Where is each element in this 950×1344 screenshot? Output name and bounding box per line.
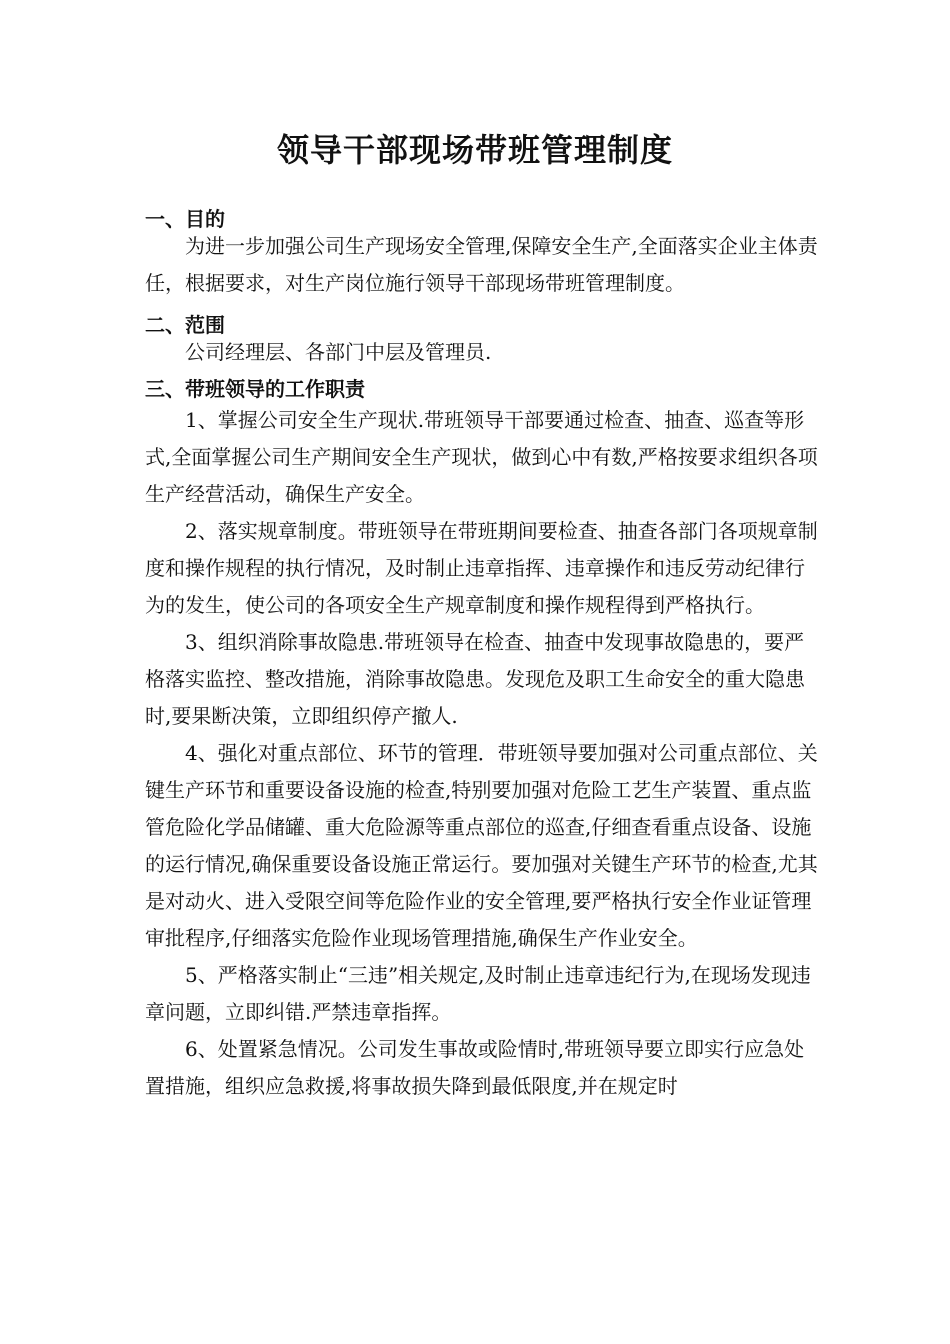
section-paragraph: 6、处置紧急情况。公司发生事故或险情时,带班领导要立即实行应急处置措施，组织应急救援,将事故损失降到最低限度,并在规定时 [145, 1037, 805, 1098]
section-paragraph: 2、落实规章制度。带班领导在带班期间要检查、抽查各部门各项规章制度和操作规程的执行情况，及时制止违章指挥、违章操作和违反劳动纪律行为的发生，使公司的各项安全生产规章制度和操作规程得到严格执行。 [145, 519, 818, 617]
section-paragraph: 3、组织消除事故隐患.带班领导在检查、抽查中发现事故隐患的，要严格落实监控、整改措施，消除事故隐患。发现危及职工生命安全的重大隐患时,要果断决策，立即组织停产撤人. [145, 630, 805, 728]
section-paragraph: 5、严格落实制止“三违”相关规定,及时制止违章违纪行为,在现场发现违章问题，立即纠错.严禁违章指挥。 [145, 963, 811, 1024]
document-body [145, 206, 820, 1105]
section-paragraph: 为进一步加强公司生产现场安全管理,保障安全生产,全面落实企业主体责任，根据要求，对生产岗位施行领导干部现场带班管理制度。 [145, 234, 818, 295]
section-scope [145, 312, 820, 366]
section-duties [145, 376, 820, 1105]
section-purpose [145, 206, 820, 302]
section-heading: 二、范围 [145, 313, 225, 337]
section-heading: 三、带班领导的工作职责 [145, 377, 365, 401]
section-paragraph: 4、强化对重点部位、环节的管理．带班领导要加强对公司重点部位、关键生产环节和重要设备设施的检查,特别要加强对危险工艺生产装置、重点监管危险化学品储罐、重大危险源等重点部位的巡查,仔细查看重点设备、设施的运行情况,确保重要设备设施正常运行。要加强对关键生产环节的检查,尤其是对动火、进入受限空间等危险作业的安全管理,要严格执行安全作业证管理审批程序,仔细落实危险作业现场管理措施,确保生产作业安全。 [145, 741, 818, 950]
section-paragraph: 1、掌握公司安全生产现状.带班领导干部要通过检查、抽查、巡查等形式,全面掌握公司生产期间安全生产现状，做到心中有数,严格按要求组织各项生产经营活动，确保生产安全。 [145, 408, 818, 506]
section-paragraph: 公司经理层、各部门中层及管理员. [185, 340, 492, 364]
section-heading: 一、目的 [145, 207, 225, 231]
document-title: 领导干部现场带班管理制度 [276, 131, 673, 169]
